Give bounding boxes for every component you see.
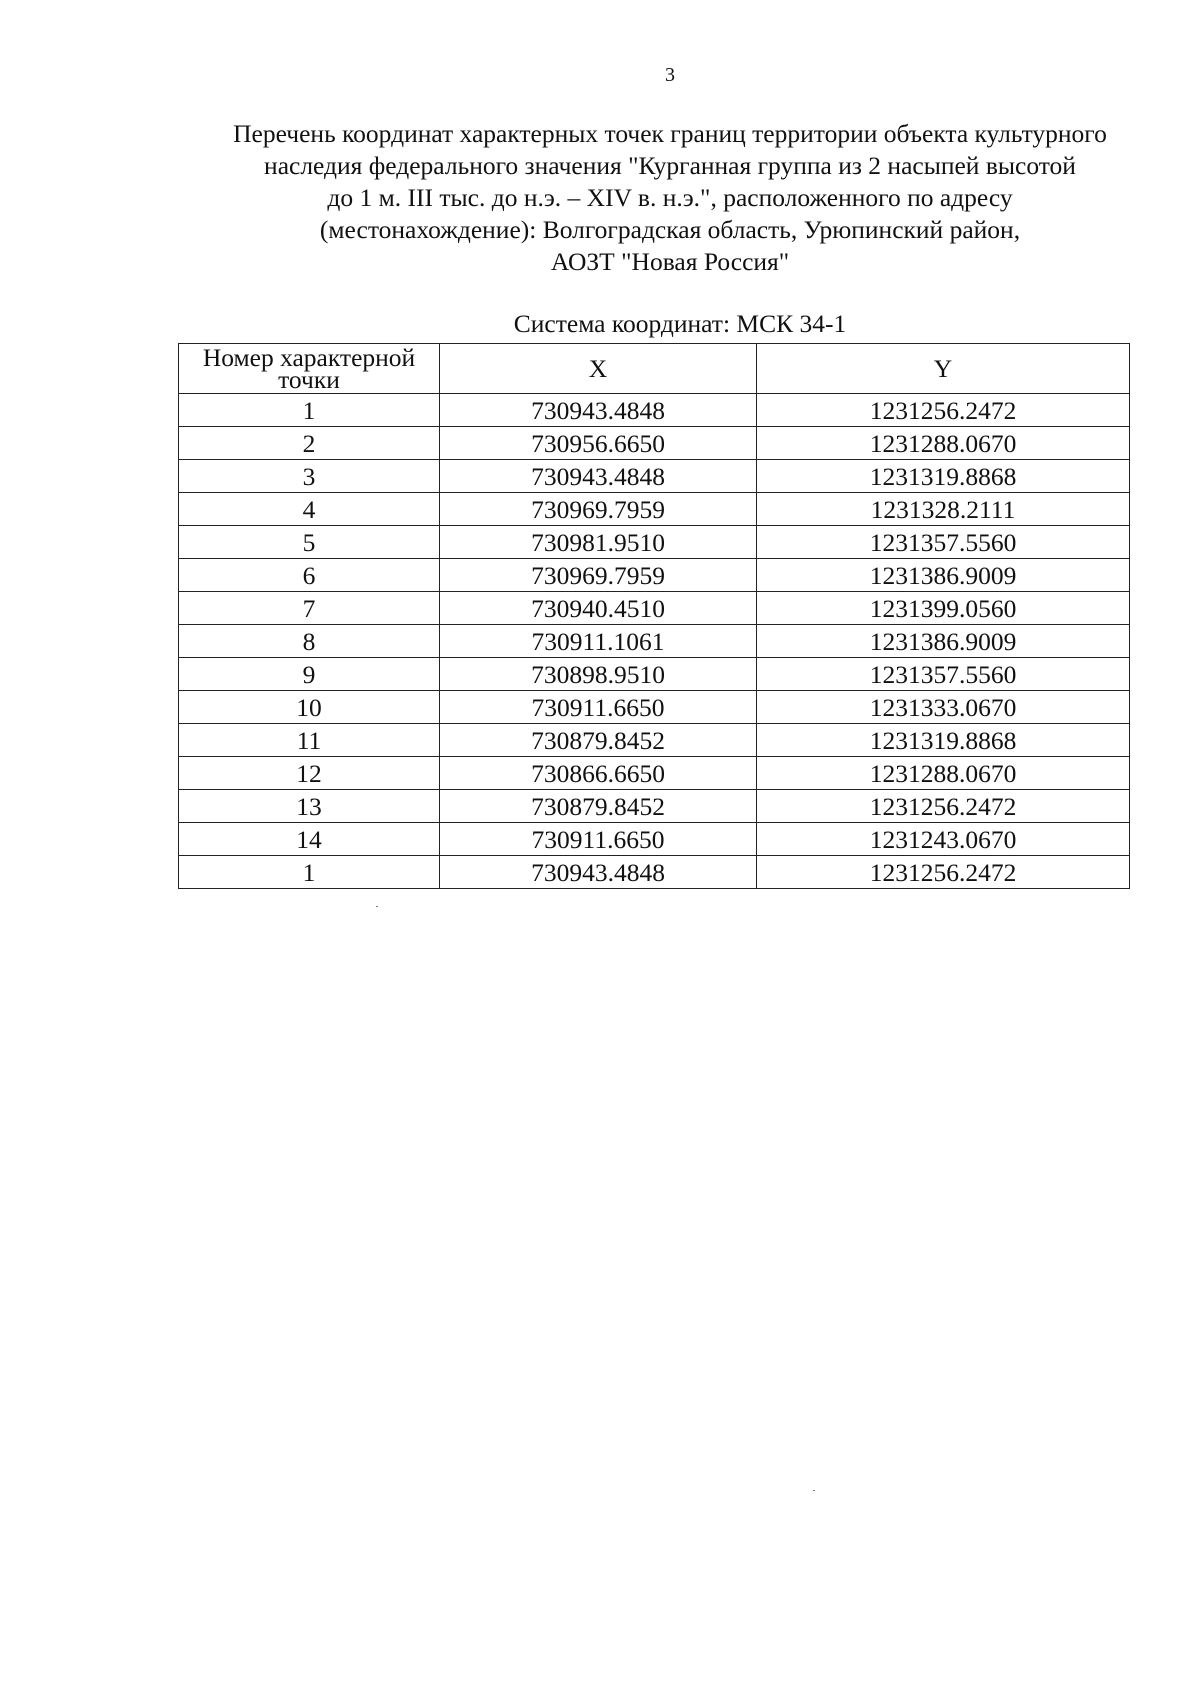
cell-y: 1231357.5560: [757, 526, 1130, 559]
table-row: [179, 592, 1130, 625]
header-y: Y: [757, 344, 1130, 394]
cell-point-number: 4: [179, 493, 440, 526]
cell-point-number: 2: [179, 427, 440, 460]
table-row: [179, 625, 1130, 658]
title-line: Перечень координат характерных точек границ территории объекта культурного: [233, 119, 1107, 148]
cell-x: 730943.4848: [440, 394, 757, 427]
header-point-number: [179, 344, 440, 394]
cell-x: 730940.4510: [440, 592, 757, 625]
cell-y: 1231288.0670: [757, 427, 1130, 460]
table-body: [179, 394, 1130, 889]
cell-point-number: 1: [179, 856, 440, 889]
cell-point-number: 1: [179, 394, 440, 427]
document-title: [160, 118, 1180, 278]
cell-x: 730879.8452: [440, 724, 757, 757]
cell-point-number: 7: [179, 592, 440, 625]
cell-x: 730943.4848: [440, 460, 757, 493]
table-row: [179, 526, 1130, 559]
cell-x: 730969.7959: [440, 493, 757, 526]
cell-y: 1231243.0670: [757, 823, 1130, 856]
title-line: АОЗТ "Новая Россия": [550, 247, 790, 276]
scan-speck: [376, 906, 378, 907]
cell-y: 1231357.5560: [757, 658, 1130, 691]
table-row: [179, 691, 1130, 724]
table-row: [179, 559, 1130, 592]
cell-x: 730879.8452: [440, 790, 757, 823]
cell-y: 1231256.2472: [757, 790, 1130, 823]
table-row: [179, 856, 1130, 889]
title-line: наследия федерального значения "Курганная группа из 2 насыпей высотой: [264, 151, 1076, 180]
table-row: [179, 460, 1130, 493]
table-row: [179, 493, 1130, 526]
cell-point-number: 14: [179, 823, 440, 856]
coordinate-system-caption: Система координат: МСК 34-1: [513, 309, 847, 338]
table-row: [179, 757, 1130, 790]
table-header-row: [179, 344, 1130, 394]
cell-x: 730981.9510: [440, 526, 757, 559]
cell-x: 730911.6650: [440, 691, 757, 724]
cell-y: 1231386.9009: [757, 559, 1130, 592]
cell-y: 1231256.2472: [757, 394, 1130, 427]
table-row: [179, 724, 1130, 757]
cell-x: 730956.6650: [440, 427, 757, 460]
scan-speck: [813, 1490, 815, 1491]
cell-point-number: 12: [179, 757, 440, 790]
table-row: [179, 427, 1130, 460]
cell-y: 1231288.0670: [757, 757, 1130, 790]
table-row: [179, 658, 1130, 691]
cell-x: 730866.6650: [440, 757, 757, 790]
cell-point-number: 8: [179, 625, 440, 658]
cell-y: 1231386.9009: [757, 625, 1130, 658]
table-row: [179, 823, 1130, 856]
cell-point-number: 10: [179, 691, 440, 724]
coordinates-table: [178, 343, 1130, 889]
cell-point-number: 3: [179, 460, 440, 493]
table-row: [179, 790, 1130, 823]
cell-y: 1231328.2111: [757, 493, 1130, 526]
cell-point-number: 5: [179, 526, 440, 559]
table-row: [179, 394, 1130, 427]
cell-y: 1231319.8868: [757, 724, 1130, 757]
header-point-number-label: Номер характерной точки: [202, 342, 416, 394]
cell-x: 730898.9510: [440, 658, 757, 691]
title-line: (местонахождение): Волгоградская область, Урюпинский район,: [319, 215, 1021, 244]
cell-point-number: 11: [179, 724, 440, 757]
cell-y: 1231256.2472: [757, 856, 1130, 889]
title-line: до 1 м. III тыс. до н.э. – XIV в. н.э.", расположенного по адресу: [327, 183, 1013, 212]
cell-x: 730943.4848: [440, 856, 757, 889]
cell-y: 1231333.0670: [757, 691, 1130, 724]
cell-point-number: 9: [179, 658, 440, 691]
cell-x: 730911.1061: [440, 625, 757, 658]
cell-point-number: 6: [179, 559, 440, 592]
page-number: 3: [665, 64, 675, 86]
cell-x: 730911.6650: [440, 823, 757, 856]
header-x: X: [440, 344, 757, 394]
cell-x: 730969.7959: [440, 559, 757, 592]
cell-y: 1231319.8868: [757, 460, 1130, 493]
cell-y: 1231399.0560: [757, 592, 1130, 625]
cell-point-number: 13: [179, 790, 440, 823]
